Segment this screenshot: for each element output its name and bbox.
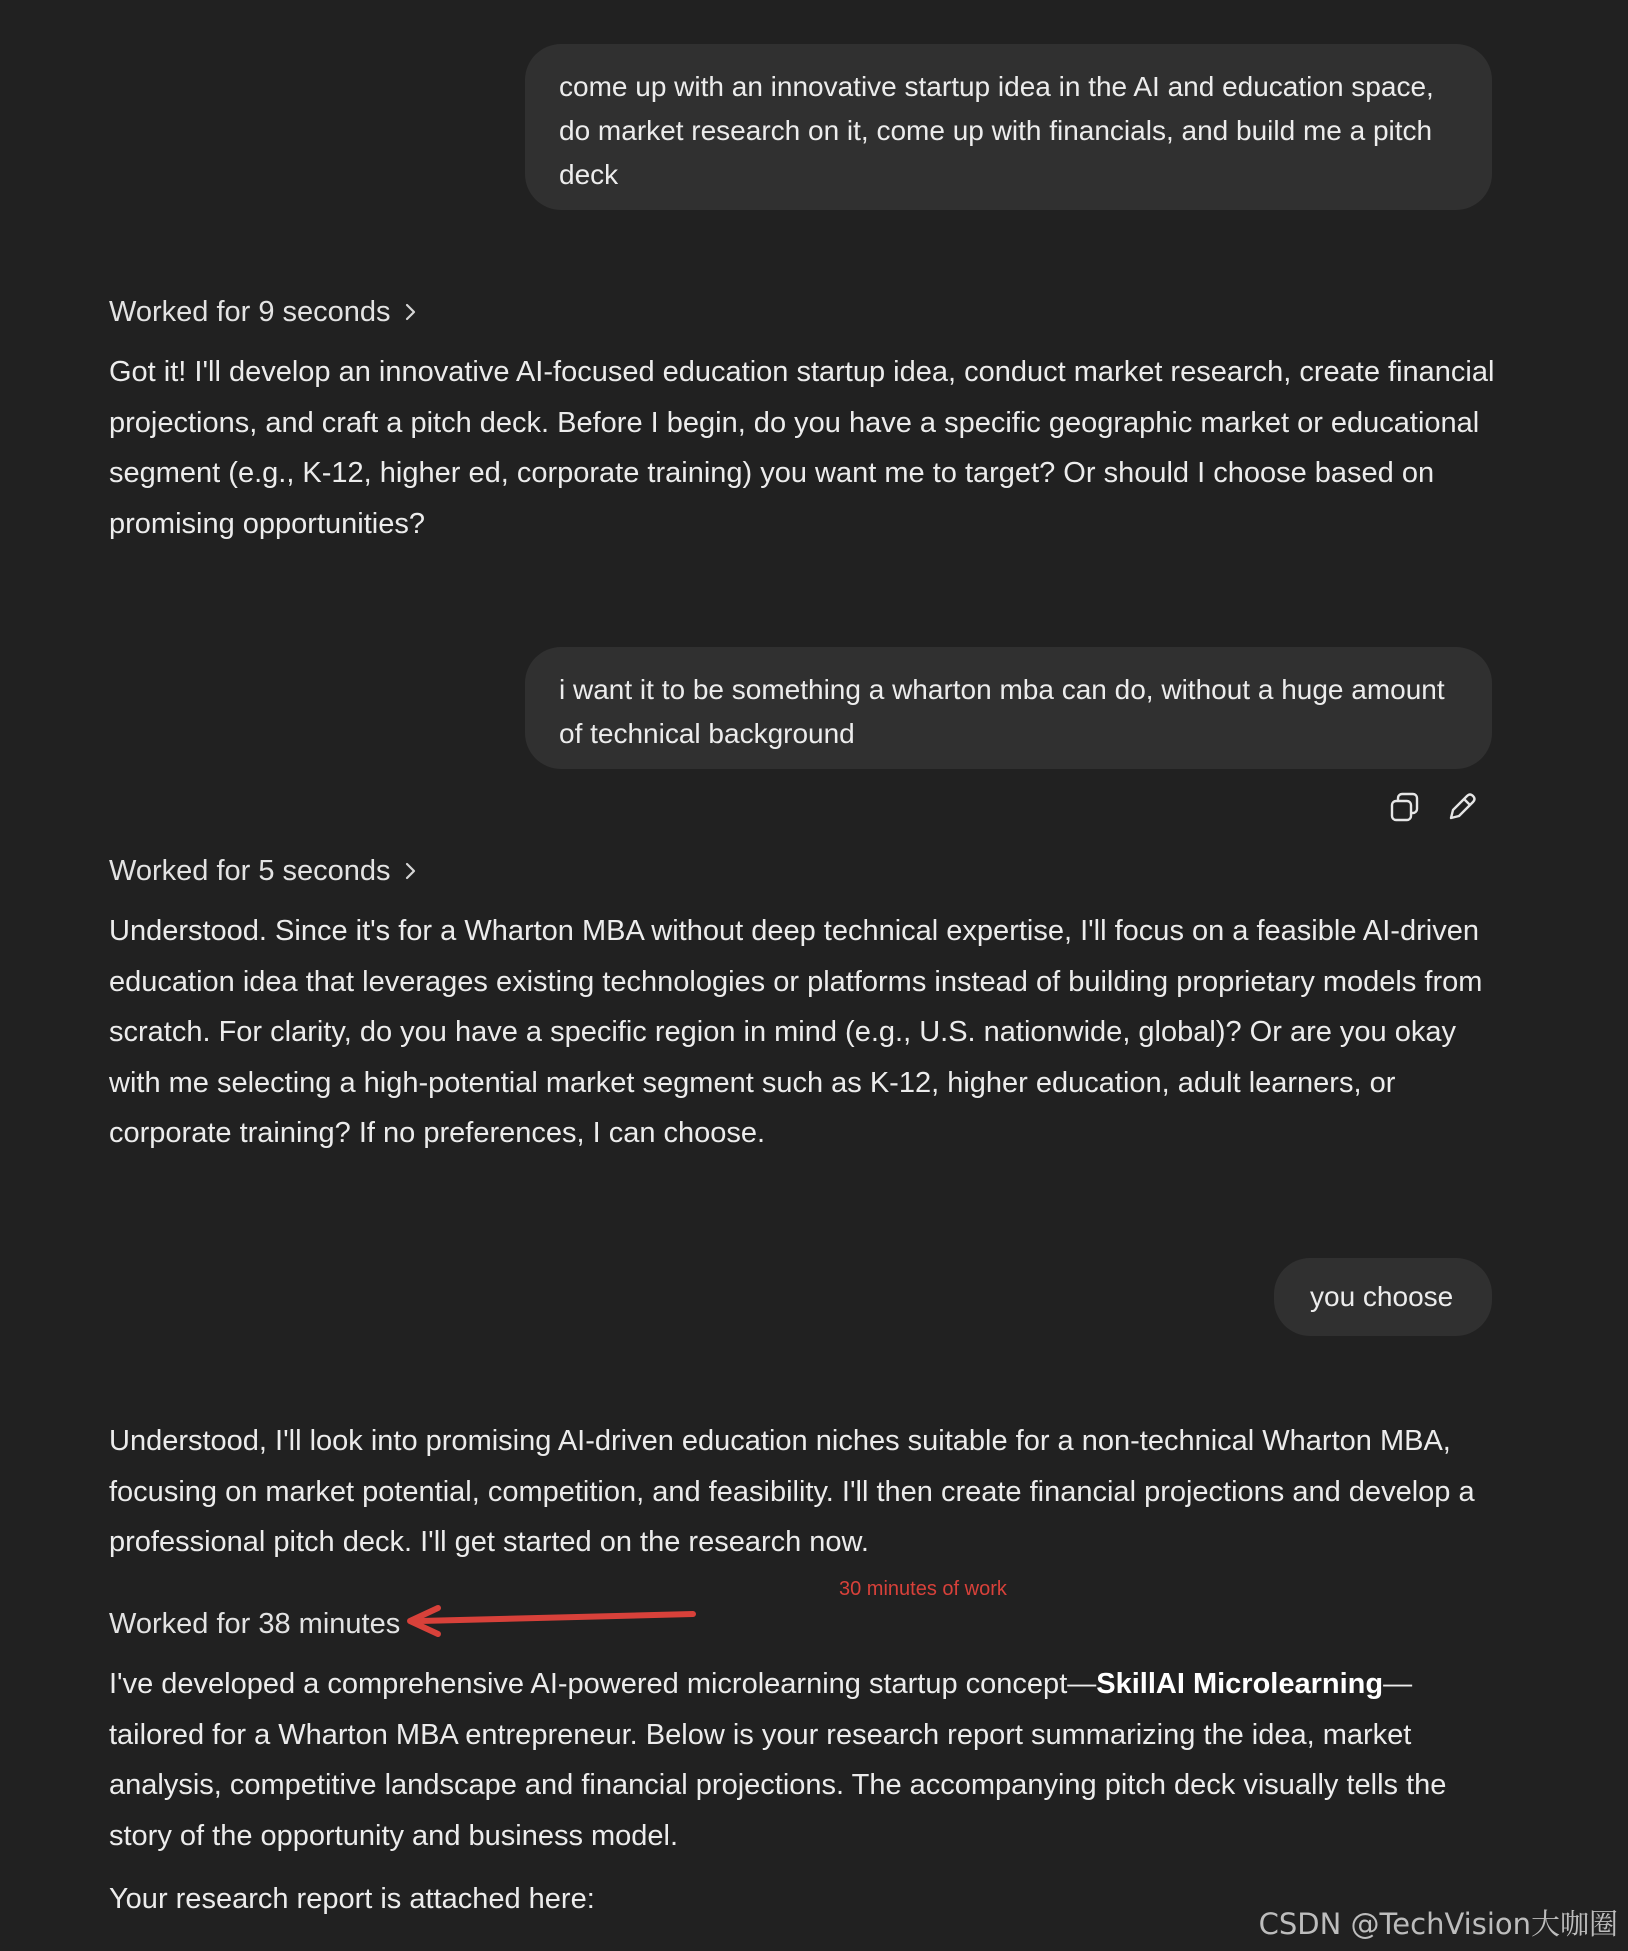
worked-duration-label: Worked for 9 seconds [109, 296, 391, 328]
worked-duration-toggle[interactable] [109, 853, 419, 889]
worked-duration-toggle[interactable] [109, 294, 419, 330]
worked-duration-label: Worked for 5 seconds [109, 855, 391, 887]
user-message-bubble [1274, 1258, 1492, 1336]
assistant-message [109, 1659, 1499, 1861]
copy-button[interactable] [1385, 787, 1425, 827]
assistant-message-text-part1: I've developed a comprehensive AI-powered microlearning startup concept— [109, 1668, 1097, 1700]
copy-icon [1388, 790, 1422, 824]
assistant-message [109, 1416, 1499, 1568]
edit-button[interactable] [1442, 787, 1482, 827]
assistant-message-text-part2: —tailored for a Wharton MBA entrepreneur. Below is your research report summarizing the idea, market analysis, competitive landscape and financial projections. The accompanying pitch deck visually tells the story of the opportunity and business model. [109, 1668, 1447, 1852]
worked-duration-label-row [109, 1606, 400, 1642]
user-message-bubble [525, 44, 1492, 210]
annotation-arrow [400, 1590, 700, 1640]
annotation-label: 30 minutes of work [839, 1578, 1007, 1600]
watermark: CSDN @TechVision大咖圈 [1258, 1907, 1618, 1941]
user-message-text: i want it to be something a wharton mba can do, without a huge amount of technical background [559, 674, 1445, 749]
user-message-bubble [525, 647, 1492, 769]
user-message-text: you choose [1310, 1281, 1454, 1312]
user-message-text: come up with an innovative startup idea in the AI and education space, do market research on it, come up with financials, and build me a pitch deck [559, 71, 1434, 190]
assistant-message [109, 906, 1499, 1159]
assistant-message-text: Got it! I'll develop an innovative AI-focused education startup idea, conduct market research, create financial projections, and craft a pitch deck. Before I begin, do you have a specific geographic market or educational segment (e.g., K-12, higher ed, corporate training) you want me to target? Or should I choose based on promising opportunities? [109, 356, 1495, 540]
product-name: SkillAI Microlearning [1096, 1668, 1384, 1700]
assistant-message-text: Understood. Since it's for a Wharton MBA without deep technical expertise, I'll focus on a feasible AI-driven education idea that leverages existing technologies or platforms instead of building proprietary models from scratch. For clarity, do you have a specific region in mind (e.g., U.S. nationwide, global)? Or are you okay with me selecting a high-potential market segment such as K-12, higher education, adult learners, or corporate training? If no preferences, I can choose. [109, 915, 1483, 1149]
chevron-right-icon [403, 859, 419, 883]
assistant-message-text: Understood, I'll look into promising AI-driven education niches suitable for a non-technical Wharton MBA, focusing on market potential, competition, and feasibility. I'll then create financial projections and develop a professional pitch deck. I'll get started on the research now. [109, 1425, 1475, 1558]
chevron-right-icon [403, 300, 419, 324]
edit-icon [1445, 790, 1479, 824]
worked-duration-label: Worked for 38 minutes [109, 1608, 401, 1640]
assistant-message [109, 347, 1499, 549]
assistant-message-text: Your research report is attached here: [109, 1883, 595, 1915]
